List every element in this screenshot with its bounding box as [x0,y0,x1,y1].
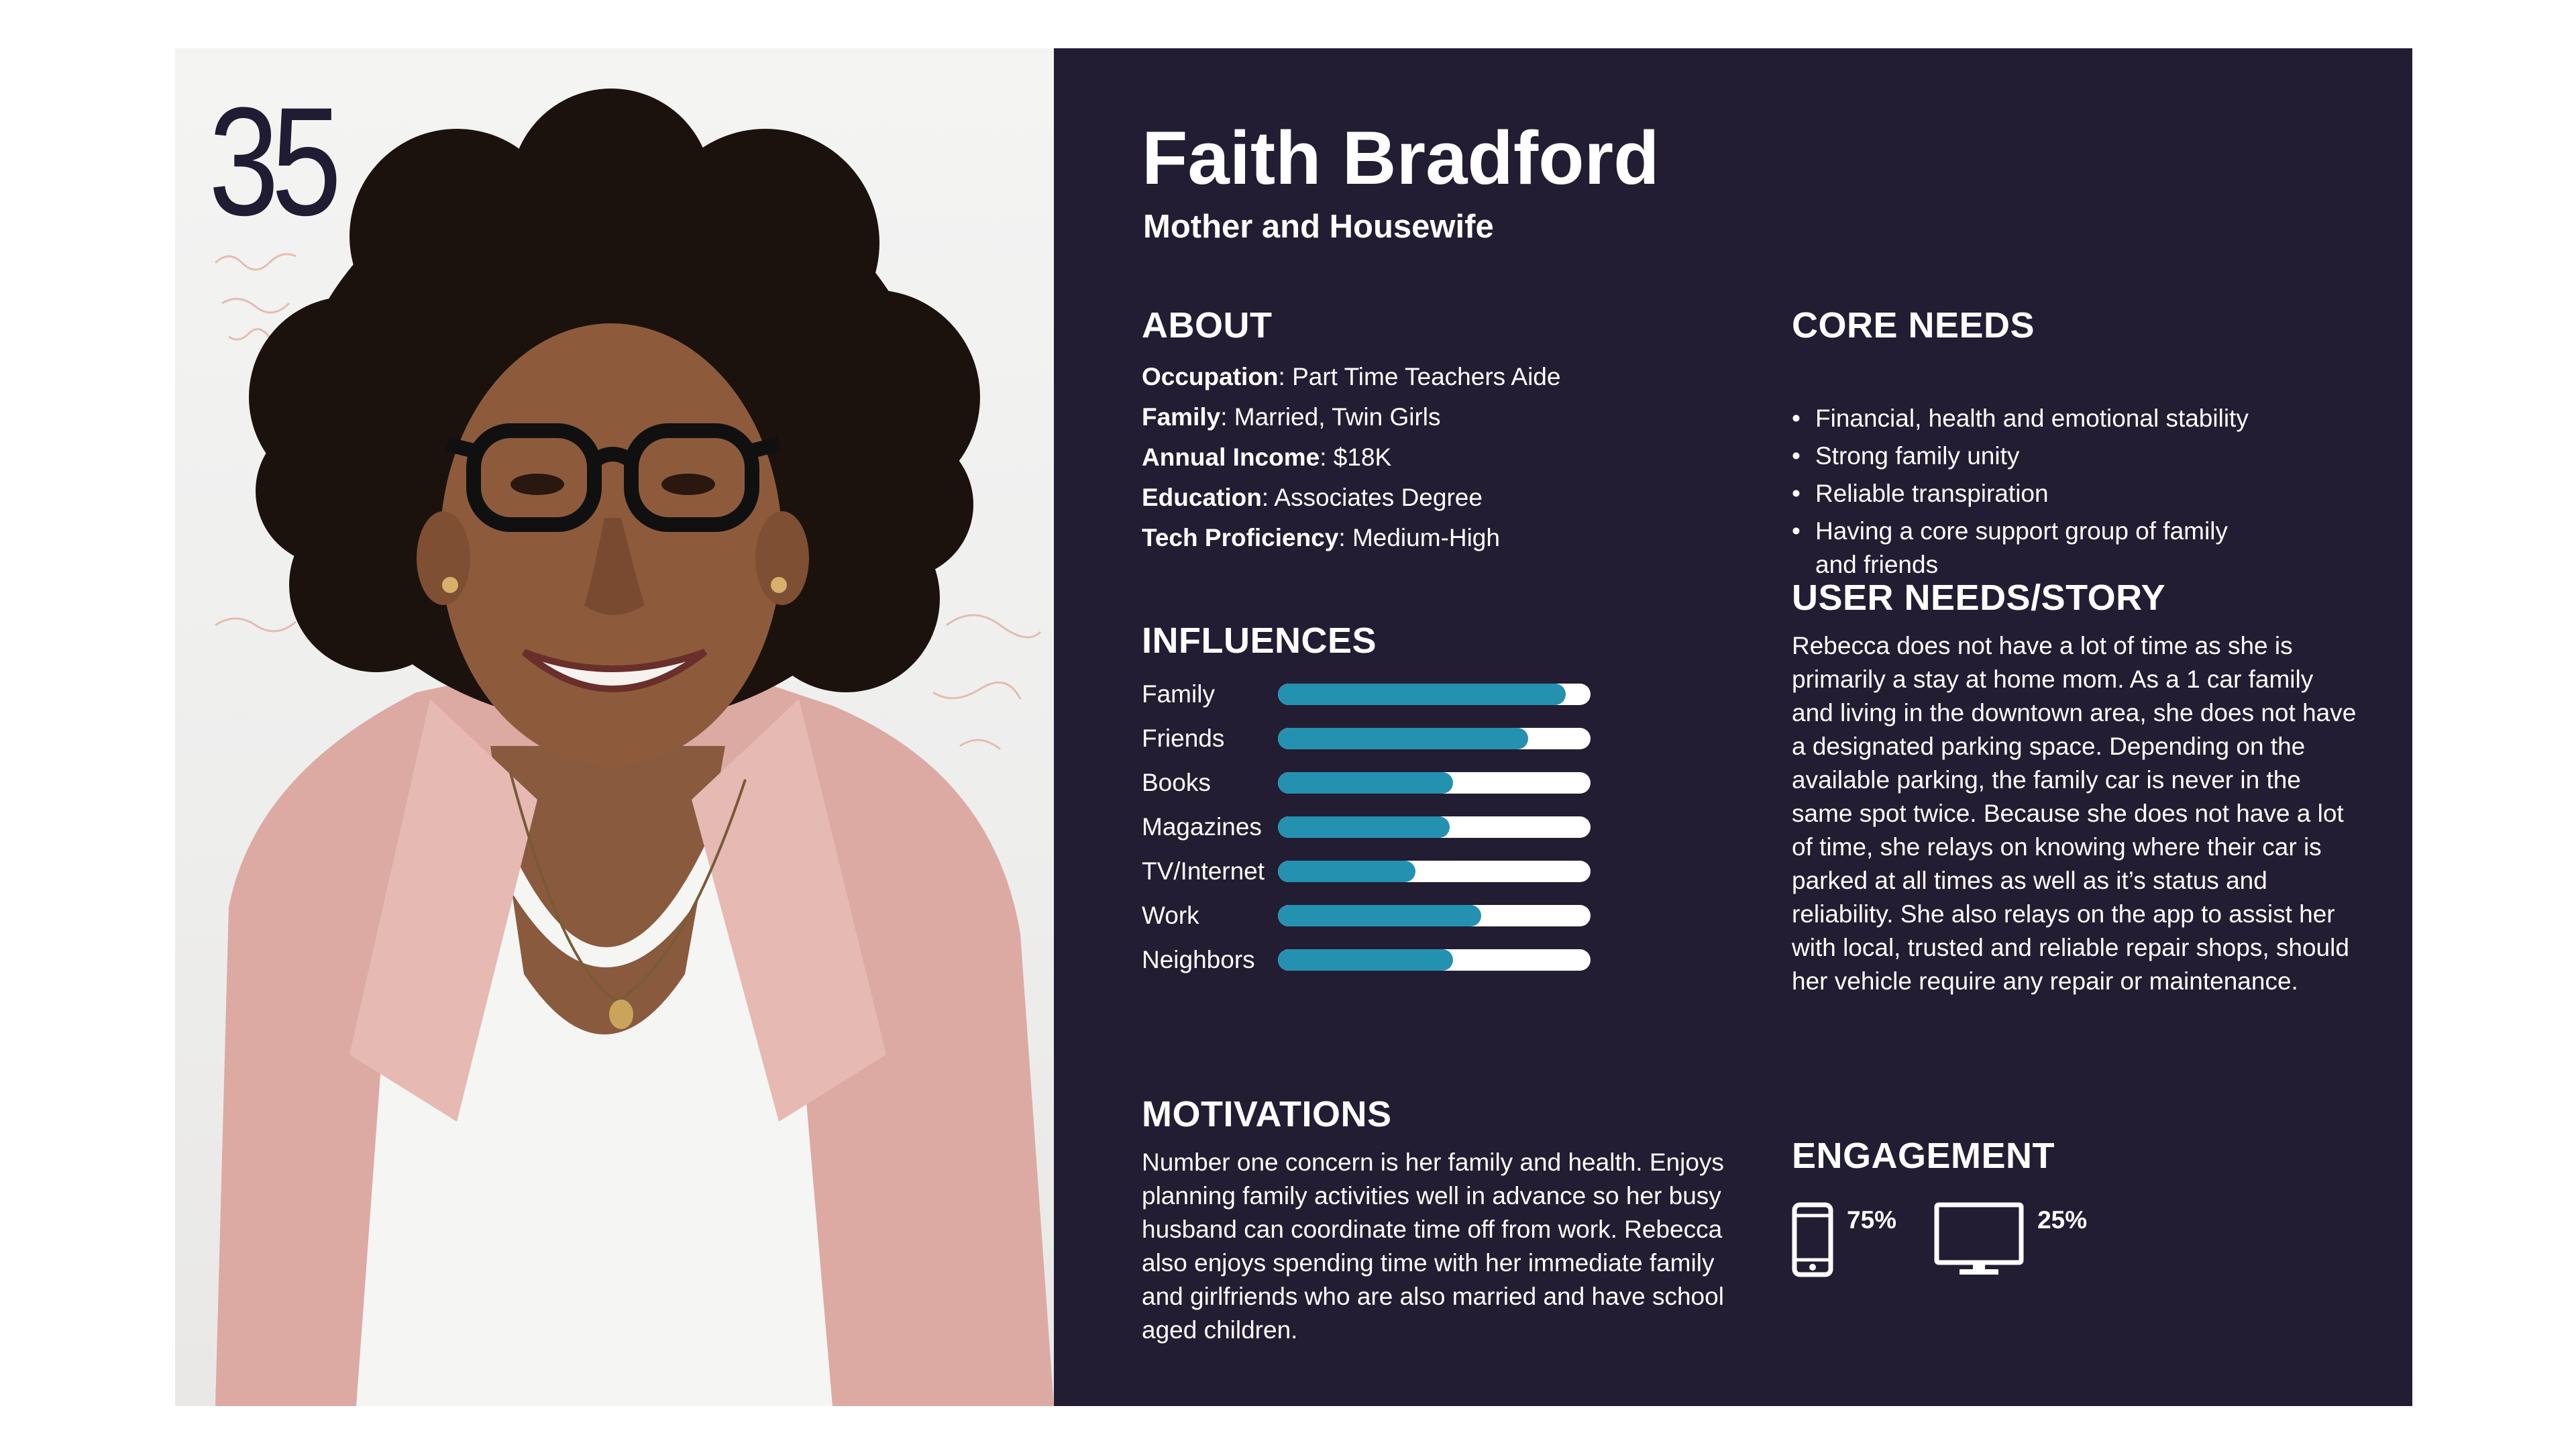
influences-list [1142,672,1591,982]
influence-bar-track [1278,772,1591,794]
right-earring [771,577,787,593]
influence-row [1142,938,1591,982]
smartphone-icon [1792,1202,1833,1277]
left-earring [442,577,458,593]
about-list [1142,357,1560,558]
about-tech-proficiency: Tech Proficiency: Medium-High [1142,524,1500,551]
influence-label: Work [1142,902,1199,929]
influence-bar-track [1278,905,1591,926]
core-needs-heading: CORE NEEDS [1792,305,2035,345]
influence-label: Neighbors [1142,946,1255,973]
influence-bar-fill [1278,772,1453,794]
influence-row [1142,716,1591,761]
persona-card [175,48,2412,1406]
influence-bar-fill [1278,816,1450,838]
about-annual-income: Annual Income: $18K [1142,443,1392,471]
core-need-item: • Reliable transpiration [1792,477,2275,511]
influence-bar-track [1278,684,1591,705]
engagement-mobile-value: 75% [1847,1206,1897,1234]
influence-bar-fill [1278,728,1528,749]
influence-bar-fill [1278,684,1566,705]
left-ear [417,511,470,605]
influence-label: Friends [1142,724,1225,752]
user-story-text: Rebecca does not have a lot of time as she is primarily a stay at home mom. As a 1 car family and living in the downtown area, she does not have a designated parking space. Depending on the available parking, the family car is never in the same spot twice. Because she does not have a lot of time, she relays on knowing where their car is parked at all times as well as it’s status and reliability. She also relays on the app to assist her with local, trusted and reliable repair shops, should her vehicle require any repair or maintenance. [1792,632,2357,995]
engagement-mobile [1792,1202,1896,1277]
user-story-heading: USER NEEDS/STORY [1792,578,2166,618]
influence-bar-track [1278,816,1591,838]
core-need-item: • Strong family unity [1792,439,2275,473]
influences-heading: INFLUENCES [1142,621,1377,661]
persona-number: 35 [209,75,334,248]
influence-row [1142,805,1591,849]
engagement-heading: ENGAGEMENT [1792,1136,2055,1176]
influence-bar-track [1278,949,1591,971]
core-needs-list [1792,402,2275,586]
portrait-illustration [175,48,1054,1406]
necklace-pendant [609,1000,633,1029]
engagement-desktop-value: 25% [2037,1206,2088,1234]
persona-info-panel [1054,48,2412,1406]
influence-row [1142,761,1591,805]
engagement-desktop [1934,1202,2087,1277]
influence-bar-fill [1278,905,1481,926]
motivations-heading: MOTIVATIONS [1142,1094,1392,1134]
influence-label: Family [1142,680,1215,708]
persona-name: Faith Bradford [1142,116,1660,200]
influence-bar-fill [1278,949,1453,971]
influence-label: Magazines [1142,813,1262,841]
about-occupation: Occupation: Part Time Teachers Aide [1142,363,1561,390]
desktop-monitor-icon [1934,1202,2024,1277]
persona-role: Mother and Housewife [1143,209,1494,245]
influence-bar-fill [1278,861,1415,882]
about-education: Education: Associates Degree [1142,484,1483,511]
core-need-item: • Financial, health and emotional stability [1792,402,2275,435]
influence-label: Books [1142,769,1211,796]
motivations-text: Number one concern is her family and health. Enjoys planning family activities well in advance so her busy husband can coordinate time off from work. Rebecca also enjoys spending time with her immediate family and girlfriends who are also married and have school aged children. [1142,1148,1724,1344]
influence-row [1142,672,1591,716]
influence-label: TV/Internet [1142,857,1265,885]
influence-row [1142,894,1591,938]
persona-photo [175,48,1054,1406]
about-family: Family: Married, Twin Girls [1142,403,1441,431]
engagement-stats [1792,1202,2125,1277]
influence-bar-track [1278,861,1591,882]
about-heading: ABOUT [1142,305,1273,345]
influence-bar-track [1278,728,1591,749]
core-need-item: • Having a core support group of family and friends [1792,515,2275,582]
influence-row [1142,849,1591,894]
